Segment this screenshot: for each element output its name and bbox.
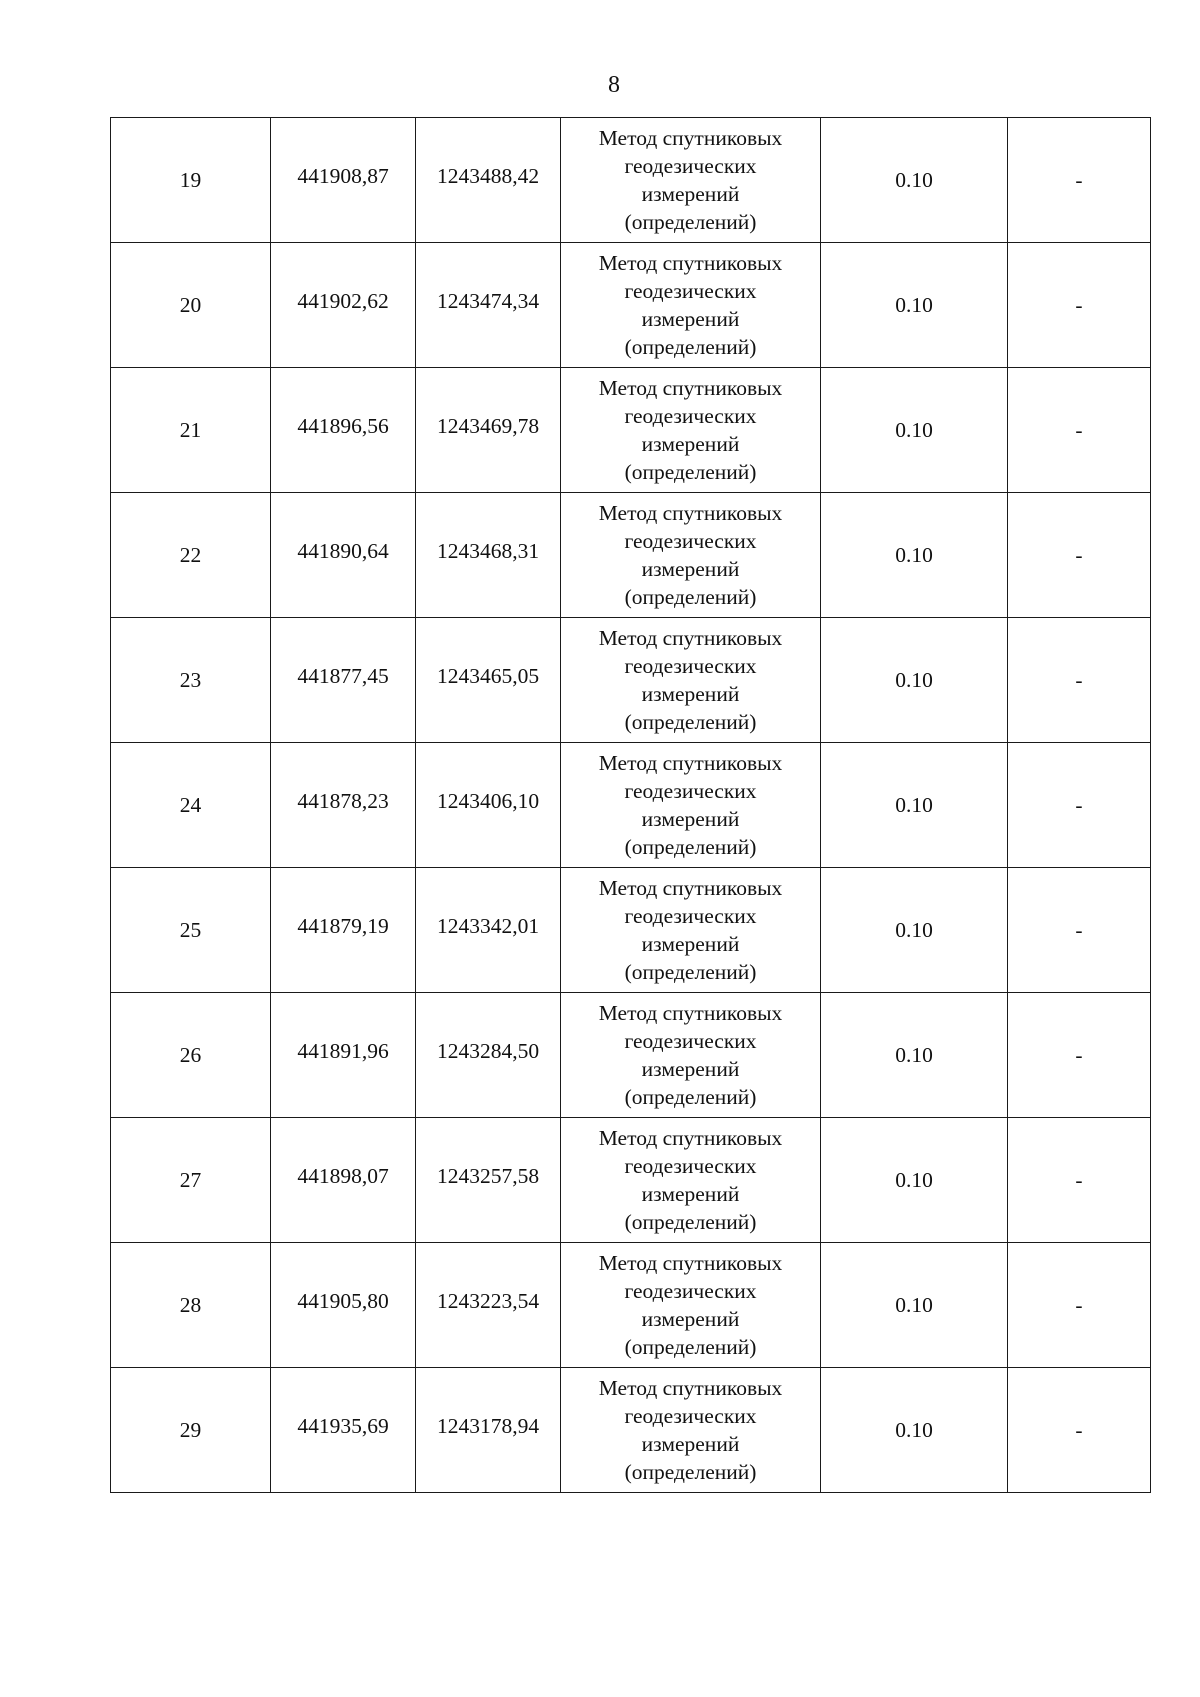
y-coordinate-cell-text: 1243223,54	[436, 1289, 540, 1313]
x-coordinate-cell-text: 441890,64	[297, 539, 389, 563]
method-line: (определений)	[624, 710, 757, 734]
note-cell	[1008, 118, 1151, 243]
method-line: Метод спутниковых	[598, 1126, 783, 1150]
method-line: геодезических	[624, 154, 757, 178]
method-line: измерений	[641, 307, 740, 331]
note-cell-text: -	[1075, 1418, 1083, 1442]
point-number-cell-text: 28	[179, 1293, 202, 1317]
note-cell	[1008, 368, 1151, 493]
y-coordinate-cell	[416, 993, 561, 1118]
method-line: геодезических	[624, 1154, 757, 1178]
method-line: геодезических	[624, 404, 757, 428]
method-line: (определений)	[624, 210, 757, 234]
note-cell	[1008, 493, 1151, 618]
y-coordinate-cell-text: 1243257,58	[436, 1164, 540, 1188]
y-coordinate-cell-text: 1243342,01	[436, 914, 540, 938]
table-row	[111, 243, 1151, 368]
method-line: измерений	[641, 182, 740, 206]
accuracy-cell-text: 0.10	[895, 1293, 933, 1317]
point-number-cell-text: 19	[179, 168, 202, 192]
method-line: Метод спутниковых	[598, 251, 783, 275]
accuracy-cell-text: 0.10	[895, 543, 933, 567]
accuracy-cell-text: 0.10	[895, 418, 933, 442]
accuracy-cell	[821, 743, 1008, 868]
x-coordinate-cell	[271, 243, 416, 368]
accuracy-cell	[821, 618, 1008, 743]
y-coordinate-cell-text: 1243488,42	[436, 164, 540, 188]
method-line: измерений	[641, 1307, 740, 1331]
y-coordinate-cell	[416, 118, 561, 243]
method-line: (определений)	[624, 835, 757, 859]
note-cell-text: -	[1075, 168, 1083, 192]
y-coordinate-cell-text: 1243178,94	[436, 1414, 540, 1438]
x-coordinate-cell-text: 441902,62	[297, 289, 389, 313]
y-coordinate-cell-text: 1243469,78	[436, 414, 540, 438]
note-cell	[1008, 868, 1151, 993]
method-line: измерений	[641, 557, 740, 581]
method-cell	[561, 243, 821, 368]
y-coordinate-cell	[416, 493, 561, 618]
accuracy-cell	[821, 493, 1008, 618]
point-number-cell	[111, 743, 271, 868]
x-coordinate-cell	[271, 1368, 416, 1493]
method-line: Метод спутниковых	[598, 1251, 783, 1275]
coordinates-table-body	[111, 118, 1151, 1493]
x-coordinate-cell-text: 441908,87	[297, 164, 389, 188]
method-cell	[561, 618, 821, 743]
method-cell	[561, 743, 821, 868]
accuracy-cell-text: 0.10	[895, 1043, 933, 1067]
y-coordinate-cell	[416, 368, 561, 493]
method-line: Метод спутниковых	[598, 1001, 783, 1025]
accuracy-cell	[821, 993, 1008, 1118]
point-number-cell	[111, 243, 271, 368]
point-number-cell	[111, 493, 271, 618]
page-number: 8	[608, 72, 620, 98]
x-coordinate-cell	[271, 1243, 416, 1368]
x-coordinate-cell-text: 441877,45	[297, 664, 389, 688]
x-coordinate-cell-text: 441896,56	[297, 414, 389, 438]
y-coordinate-cell	[416, 1118, 561, 1243]
point-number-cell-text: 25	[179, 918, 202, 942]
accuracy-cell	[821, 368, 1008, 493]
point-number-cell	[111, 118, 271, 243]
x-coordinate-cell-text: 441905,80	[297, 1289, 389, 1313]
table-row	[111, 868, 1151, 993]
point-number-cell-text: 23	[179, 668, 202, 692]
method-line: (определений)	[624, 1335, 757, 1359]
point-number-cell-text: 27	[179, 1168, 202, 1192]
method-cell	[561, 118, 821, 243]
note-cell-text: -	[1075, 793, 1083, 817]
y-coordinate-cell-text: 1243474,34	[436, 289, 540, 313]
method-line: измерений	[641, 432, 740, 456]
method-line: геодезических	[624, 1279, 757, 1303]
method-line: (определений)	[624, 1460, 757, 1484]
method-line: (определений)	[624, 1085, 757, 1109]
method-line: геодезических	[624, 654, 757, 678]
method-cell	[561, 993, 821, 1118]
method-cell	[561, 1243, 821, 1368]
accuracy-cell-text: 0.10	[895, 168, 933, 192]
method-cell	[561, 868, 821, 993]
x-coordinate-cell	[271, 993, 416, 1118]
x-coordinate-cell-text: 441898,07	[297, 1164, 389, 1188]
table-row	[111, 993, 1151, 1118]
y-coordinate-cell	[416, 743, 561, 868]
note-cell	[1008, 1118, 1151, 1243]
x-coordinate-cell	[271, 493, 416, 618]
table-row	[111, 368, 1151, 493]
note-cell-text: -	[1075, 293, 1083, 317]
y-coordinate-cell	[416, 243, 561, 368]
method-line: (определений)	[624, 960, 757, 984]
method-line: Метод спутниковых	[598, 126, 783, 150]
y-coordinate-cell	[416, 618, 561, 743]
method-line: Метод спутниковых	[598, 876, 783, 900]
accuracy-cell	[821, 1243, 1008, 1368]
note-cell	[1008, 743, 1151, 868]
method-cell	[561, 1118, 821, 1243]
note-cell	[1008, 1243, 1151, 1368]
accuracy-cell	[821, 1118, 1008, 1243]
note-cell-text: -	[1075, 1293, 1083, 1317]
method-line: измерений	[641, 807, 740, 831]
x-coordinate-cell-text: 441879,19	[297, 914, 389, 938]
table-row	[111, 1243, 1151, 1368]
note-cell	[1008, 1368, 1151, 1493]
x-coordinate-cell	[271, 868, 416, 993]
x-coordinate-cell	[271, 743, 416, 868]
point-number-cell	[111, 368, 271, 493]
y-coordinate-cell	[416, 868, 561, 993]
method-cell	[561, 1368, 821, 1493]
accuracy-cell	[821, 243, 1008, 368]
note-cell-text: -	[1075, 1043, 1083, 1067]
point-number-cell-text: 20	[179, 293, 202, 317]
accuracy-cell	[821, 1368, 1008, 1493]
method-line: измерений	[641, 1057, 740, 1081]
y-coordinate-cell-text: 1243284,50	[436, 1039, 540, 1063]
table-row	[111, 118, 1151, 243]
x-coordinate-cell	[271, 1118, 416, 1243]
accuracy-cell-text: 0.10	[895, 668, 933, 692]
point-number-cell	[111, 993, 271, 1118]
accuracy-cell-text: 0.10	[895, 293, 933, 317]
method-line: Метод спутниковых	[598, 1376, 783, 1400]
method-line: Метод спутниковых	[598, 501, 783, 525]
note-cell-text: -	[1075, 543, 1083, 567]
method-line: (определений)	[624, 1210, 757, 1234]
method-line: геодезических	[624, 279, 757, 303]
note-cell	[1008, 993, 1151, 1118]
accuracy-cell-text: 0.10	[895, 1168, 933, 1192]
method-line: Метод спутниковых	[598, 376, 783, 400]
method-line: (определений)	[624, 335, 757, 359]
x-coordinate-cell-text: 441935,69	[297, 1414, 389, 1438]
point-number-cell-text: 29	[179, 1418, 202, 1442]
table-row	[111, 493, 1151, 618]
method-line: геодезических	[624, 529, 757, 553]
table-row	[111, 743, 1151, 868]
point-number-cell-text: 21	[179, 418, 202, 442]
method-line: (определений)	[624, 460, 757, 484]
note-cell-text: -	[1075, 668, 1083, 692]
point-number-cell	[111, 1118, 271, 1243]
y-coordinate-cell-text: 1243465,05	[436, 664, 540, 688]
point-number-cell	[111, 868, 271, 993]
y-coordinate-cell-text: 1243468,31	[436, 539, 540, 563]
method-line: геодезических	[624, 779, 757, 803]
method-line: измерений	[641, 932, 740, 956]
note-cell-text: -	[1075, 918, 1083, 942]
method-line: (определений)	[624, 585, 757, 609]
accuracy-cell-text: 0.10	[895, 793, 933, 817]
method-cell	[561, 368, 821, 493]
note-cell	[1008, 618, 1151, 743]
x-coordinate-cell-text: 441891,96	[297, 1039, 389, 1063]
method-line: Метод спутниковых	[598, 751, 783, 775]
method-line: измерений	[641, 682, 740, 706]
point-number-cell-text: 22	[179, 543, 202, 567]
table-row	[111, 1118, 1151, 1243]
method-line: измерений	[641, 1182, 740, 1206]
point-number-cell-text: 26	[179, 1043, 202, 1067]
method-line: геодезических	[624, 904, 757, 928]
x-coordinate-cell	[271, 118, 416, 243]
point-number-cell	[111, 1243, 271, 1368]
point-number-cell-text: 24	[179, 793, 202, 817]
x-coordinate-cell	[271, 368, 416, 493]
method-line: Метод спутниковых	[598, 626, 783, 650]
accuracy-cell-text: 0.10	[895, 918, 933, 942]
method-line: геодезических	[624, 1029, 757, 1053]
accuracy-cell	[821, 118, 1008, 243]
x-coordinate-cell-text: 441878,23	[297, 789, 389, 813]
point-number-cell	[111, 1368, 271, 1493]
y-coordinate-cell-text: 1243406,10	[436, 789, 540, 813]
table-row	[111, 618, 1151, 743]
method-line: геодезических	[624, 1404, 757, 1428]
method-line: измерений	[641, 1432, 740, 1456]
accuracy-cell-text: 0.10	[895, 1418, 933, 1442]
note-cell	[1008, 243, 1151, 368]
x-coordinate-cell	[271, 618, 416, 743]
note-cell-text: -	[1075, 1168, 1083, 1192]
note-cell-text: -	[1075, 418, 1083, 442]
method-cell	[561, 493, 821, 618]
table-row	[111, 1368, 1151, 1493]
y-coordinate-cell	[416, 1243, 561, 1368]
y-coordinate-cell	[416, 1368, 561, 1493]
coordinates-table	[110, 117, 1151, 1493]
point-number-cell	[111, 618, 271, 743]
accuracy-cell	[821, 868, 1008, 993]
